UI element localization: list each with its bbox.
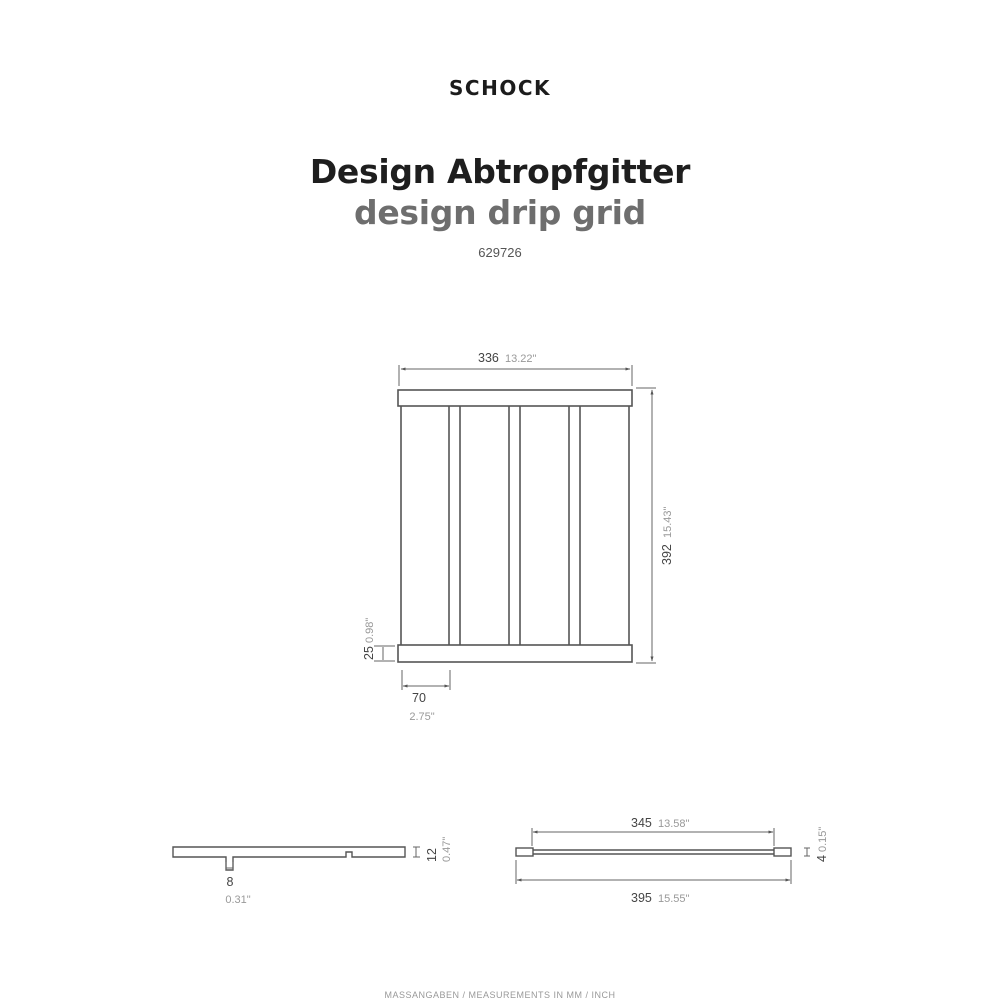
measurements-note: MASSANGABEN / MEASUREMENTS IN MM / INCH: [384, 990, 616, 1000]
inner-length-inch-label: 13.58": [658, 818, 690, 830]
dimension-inner-length: [532, 828, 774, 846]
dimension-outer-length: [516, 860, 791, 884]
outer-length-mm-label: 395: [631, 891, 652, 905]
width-mm-label: 336: [478, 351, 499, 365]
dimension-width: [399, 365, 632, 386]
dimension-thickness-side: [413, 847, 420, 857]
outer-length-inch-label: 15.55": [658, 893, 690, 905]
height-mm-label: 392: [660, 544, 674, 565]
dimension-spacing: [402, 670, 450, 690]
bar-depth-inch-label: 0.98": [364, 617, 376, 643]
bottom-crossbar: [398, 645, 632, 662]
dimension-height: [636, 388, 656, 663]
bar-depth-mm-label: 25: [362, 646, 376, 660]
spacing-inch-label: 2.75": [409, 711, 435, 723]
top-crossbar: [398, 390, 632, 406]
front-view-drawing: [516, 848, 791, 856]
brand-logo: SCHOCK: [449, 76, 551, 100]
thickness-front-mm-label: 4: [815, 855, 829, 862]
height-inch-label: 15.43": [662, 506, 674, 538]
product-title-english: design drip grid: [354, 193, 646, 232]
dimension-thickness-front: [804, 848, 810, 856]
top-view-drawing: [398, 390, 632, 662]
notch-inch-label: 0.31": [225, 894, 251, 906]
width-inch-label: 13.22": [505, 353, 537, 365]
thickness-front-inch-label: 0.15": [817, 826, 829, 852]
inner-length-mm-label: 345: [631, 816, 652, 830]
thickness-side-mm-label: 12: [425, 848, 439, 862]
dimension-bar-depth: [374, 646, 395, 661]
dimension-notch: [226, 862, 233, 870]
spacing-mm-label: 70: [412, 691, 426, 705]
thickness-side-inch-label: 0.47": [441, 836, 453, 862]
notch-mm-label: 8: [226, 875, 234, 889]
side-view-drawing: [173, 847, 405, 870]
article-number: 629726: [478, 245, 522, 260]
product-title-german: Design Abtropfgitter: [309, 152, 691, 191]
